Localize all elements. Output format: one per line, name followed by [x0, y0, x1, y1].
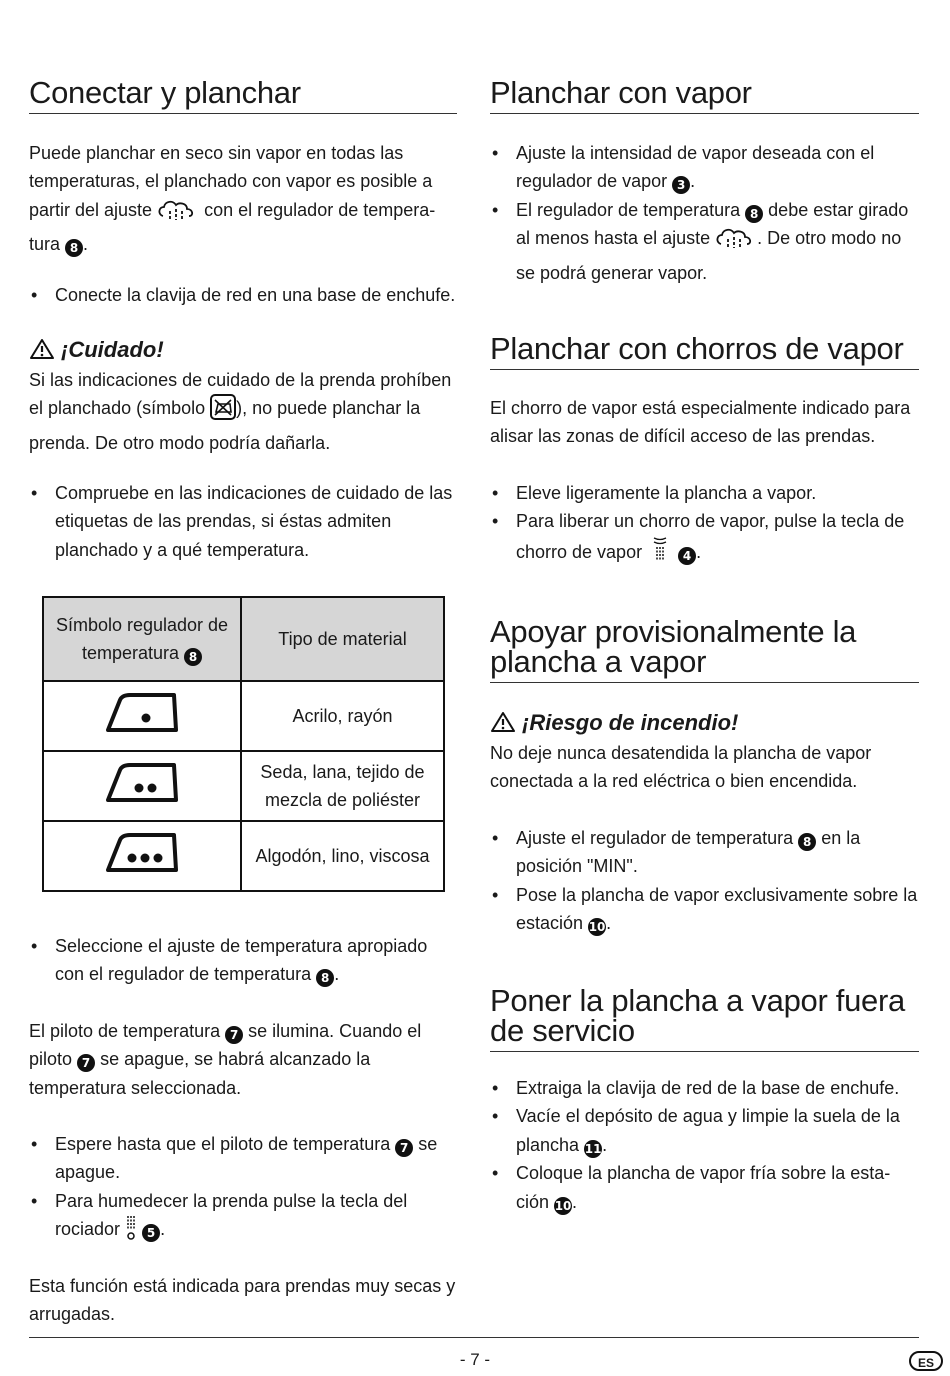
footer-divider — [29, 1337, 919, 1338]
fire-risk-text: No deje nunca desatendida la plancha de vapor conectada a la red eléctrica o bien encendida. — [490, 743, 872, 792]
iron-two-dots-icon — [43, 751, 241, 821]
bullet-list — [490, 824, 919, 938]
table-row — [43, 751, 444, 821]
iron-one-dot-icon — [43, 681, 241, 751]
final-paragraph: Esta función está indicada para prendas muy secas y arrugadas. — [29, 1276, 456, 1325]
pilot-paragraph: El piloto de temperatura 7 se ilumina. Cuando el piloto 7 se apague, se habrá alcanzado la temperatura seleccionada. — [29, 1021, 422, 1098]
ref-number: 7 — [225, 1026, 243, 1044]
caution-title: ¡Cuidado! — [29, 336, 457, 364]
list-item: • Ajuste la intensidad de vapor deseada con el regulador de vapor 3 . — [490, 139, 919, 196]
ref-number: 4 — [678, 547, 696, 565]
list-item: • Compruebe en las indicaciones de cuidado de las etiquetas de las prendas, si éstas admiten planchado y a qué temperatura. — [29, 479, 457, 564]
heading-steam: Planchar con vapor — [490, 78, 919, 114]
intro-paragraph: Puede planchar en seco sin vapor en todas las temperaturas, el planchado con vapor es posible a partir del ajuste con el regulador de tempera-tura 8 . — [29, 143, 436, 256]
language-badge: ES — [909, 1351, 943, 1371]
table-row — [43, 821, 444, 891]
warning-icon — [29, 338, 55, 360]
bullet-list — [29, 932, 457, 989]
material-cell: Algodón, lino, viscosa — [241, 821, 444, 891]
material-cell: Seda, lana, tejido de mezcla de poliéster — [241, 751, 444, 821]
caution-text: Si las indicaciones de cuidado de la prenda prohíben el planchado (símbolo ), no puede planchar la prenda. De otro modo podría dañarla. — [29, 370, 452, 453]
list-item: • Ajuste el regulador de temperatura 8 en la posición "MIN". — [490, 824, 919, 881]
heading-steam-jets: Planchar con chorros de vapor — [490, 334, 919, 370]
bullet-list — [29, 1130, 457, 1250]
list-item: • Conecte la clavija de red en una base de enchufe. — [29, 281, 457, 309]
table-row — [43, 681, 444, 751]
steam-setting-icon — [715, 226, 757, 258]
ref-number: 10 — [554, 1198, 572, 1213]
spray-icon — [125, 1215, 137, 1249]
bullet-list — [29, 479, 457, 564]
ref-number: 7 — [77, 1054, 95, 1072]
bullet-list — [490, 479, 919, 572]
table-header-material: Tipo de material — [241, 597, 444, 681]
steam-jet-icon — [653, 536, 667, 572]
ref-number: 10 — [588, 920, 606, 935]
list-item: • Para liberar un chorro de vapor, pulse la tecla de chorro de vapor 4 . — [490, 507, 919, 572]
warning-icon — [490, 711, 516, 733]
steam-setting-icon — [157, 198, 199, 230]
ref-number: 8 — [316, 969, 334, 987]
list-item: • Pose la plancha de vapor exclusivamente sobre la estación 10. — [490, 881, 919, 938]
ref-number: 3 — [672, 176, 690, 194]
list-item: • Extraiga la clavija de red de la base de enchufe. — [490, 1074, 919, 1102]
page-number: - 7 - — [459, 1350, 491, 1369]
ref-number: 8 — [65, 239, 83, 257]
material-cell: Acrilo, rayón — [241, 681, 444, 751]
list-item: • Eleve ligeramente la plancha a vapor. — [490, 479, 919, 507]
list-item: • Vacíe el depósito de agua y limpie la suela de la plancha 11. — [490, 1102, 919, 1159]
no-ironing-icon — [210, 394, 236, 428]
heading-rest: Apoyar provisionalmente la plancha a vapor — [490, 617, 919, 683]
jets-paragraph: El chorro de vapor está especialmente indicado para alisar las zonas de difícil acceso de las prendas. — [490, 398, 911, 447]
bullet-list — [490, 1074, 919, 1216]
list-item: • Seleccione el ajuste de temperatura apropiado con el regulador de temperatura 8 . — [29, 932, 457, 989]
ref-number: 11 — [584, 1141, 602, 1156]
list-item: • El regulador de temperatura 8 debe estar girado al menos hasta el ajuste . De otro modo no se podrá generar vapor. — [490, 196, 919, 287]
iron-three-dots-icon — [43, 821, 241, 891]
ref-number: 8 — [798, 833, 816, 851]
bullet-list — [29, 281, 457, 309]
heading-connect: Conectar y planchar — [29, 78, 457, 114]
bullet-list — [490, 139, 919, 287]
ref-number: 7 — [395, 1139, 413, 1157]
ref-number: 8 — [745, 205, 763, 223]
fire-risk-title: ¡Riesgo de incendio! — [490, 709, 919, 737]
heading-out-of-service: Poner la plancha a vapor fuera de servicio — [490, 986, 919, 1052]
ref-number: 8 — [184, 648, 202, 666]
ref-number: 5 — [142, 1224, 160, 1242]
temperature-table — [42, 596, 445, 892]
table-header-symbol: Símbolo regulador de temperatura 8 — [43, 597, 241, 681]
list-item: • Espere hasta que el piloto de temperatura 7 se apague. — [29, 1130, 457, 1187]
list-item: • Coloque la plancha de vapor fría sobre la esta-ción 10. — [490, 1159, 919, 1216]
list-item: • Para humedecer la prenda pulse la tecla del rociador 5 . — [29, 1187, 457, 1250]
